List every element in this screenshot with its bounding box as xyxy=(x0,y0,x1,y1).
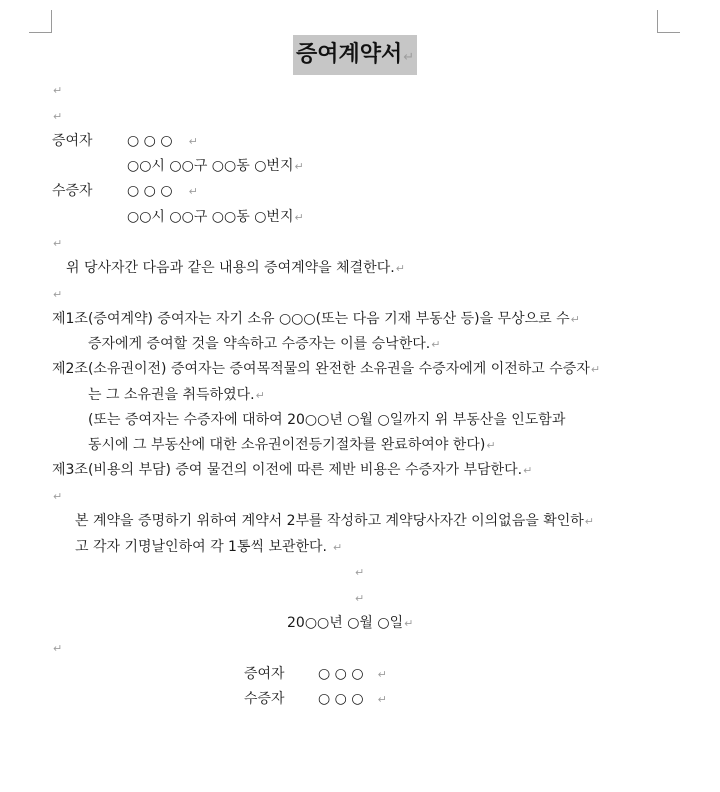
signature-name-donee: ○ ○ ○ ↵ xyxy=(318,691,387,707)
article-2-line-3: (또는 증여자는 수증자에 대하여 20○○년 ○월 ○일까지 위 부동산을 인도함과 xyxy=(88,412,566,428)
paragraph-mark-icon: ↵ xyxy=(333,541,343,554)
paragraph-mark-icon: ↵ xyxy=(404,617,414,630)
paragraph-mark-icon: ↵ xyxy=(53,288,63,301)
empty-paragraph xyxy=(52,639,62,658)
paragraph-mark-icon: ↵ xyxy=(53,490,63,503)
paragraph-mark-icon: ↵ xyxy=(377,668,387,681)
paragraph-mark-icon: ↵ xyxy=(294,160,304,173)
paragraph-mark-icon: ↵ xyxy=(431,338,441,351)
paragraph-mark-icon: ↵ xyxy=(395,262,405,275)
paragraph-mark-icon: ↵ xyxy=(486,439,496,452)
closing-line-2: 고 각자 기명날인하여 각 1통씩 보관한다. ↵ xyxy=(75,539,343,555)
signature-label-donor: 증여자 xyxy=(244,666,285,682)
donor-name: ○ ○ ○ ↵ xyxy=(127,133,198,149)
article-3-line-1: 제3조(비용의 부담) 증여 물건의 이전에 따른 제반 비용은 수증자가 부담한다.↵ xyxy=(52,462,533,478)
paragraph-mark-icon: ↵ xyxy=(188,185,198,198)
donee-address: ○○시 ○○구 ○○동 ○번지↵ xyxy=(127,209,304,225)
donor-label: 증여자 xyxy=(52,133,93,149)
donee-label: 수증자 xyxy=(52,183,93,199)
closing-line-1: 본 계약을 증명하기 위하여 계약서 2부를 작성하고 계약당사자간 이의없음을 확인하↵ xyxy=(75,513,594,529)
contract-date: 20○○년 ○월 ○일↵ xyxy=(287,615,414,631)
paragraph-mark-icon: ↵ xyxy=(570,313,580,326)
empty-paragraph xyxy=(52,285,62,304)
crop-mark-top-left xyxy=(29,10,52,33)
paragraph-mark-icon: ↵ xyxy=(355,566,365,579)
paragraph-mark-icon: ↵ xyxy=(403,50,415,65)
title-text: 증여계약서 xyxy=(296,42,403,67)
article-2-line-1: 제2조(소유권이전) 증여자는 증여목적물의 완전한 소유권을 수증자에게 이전하고 수증자↵ xyxy=(52,361,601,377)
article-1-line-2: 증자에게 증여할 것을 약속하고 수증자는 이를 승낙한다.↵ xyxy=(88,336,441,352)
signature-label-donee: 수증자 xyxy=(244,691,285,707)
paragraph-mark-icon: ↵ xyxy=(53,642,63,655)
empty-paragraph xyxy=(354,589,364,608)
empty-paragraph xyxy=(52,234,62,253)
article-1-line-1: 제1조(증여계약) 증여자는 자기 소유 ○○○(또는 다음 기재 부동산 등)을 무상으로 수↵ xyxy=(52,311,580,327)
paragraph-mark-icon: ↵ xyxy=(255,389,265,402)
document-title[interactable] xyxy=(293,35,417,75)
article-2-line-2: 는 그 소유권을 취득하였다.↵ xyxy=(88,387,265,403)
paragraph-mark-icon: ↵ xyxy=(294,211,304,224)
paragraph-mark-icon: ↵ xyxy=(53,84,63,97)
empty-paragraph xyxy=(354,563,364,582)
paragraph-mark-icon: ↵ xyxy=(53,110,63,123)
empty-paragraph xyxy=(52,107,62,126)
empty-paragraph xyxy=(52,487,62,506)
paragraph-mark-icon: ↵ xyxy=(355,592,365,605)
paragraph-mark-icon: ↵ xyxy=(377,693,387,706)
paragraph-mark-icon: ↵ xyxy=(53,237,63,250)
paragraph-mark-icon: ↵ xyxy=(523,464,533,477)
article-2-line-4: 동시에 그 부동산에 대한 소유권이전등기절차를 완료하여야 한다)↵ xyxy=(88,437,496,453)
empty-paragraph xyxy=(52,81,62,100)
signature-name-donor: ○ ○ ○ ↵ xyxy=(318,666,387,682)
paragraph-mark-icon: ↵ xyxy=(584,515,594,528)
crop-mark-top-right xyxy=(657,10,680,33)
paragraph-mark-icon: ↵ xyxy=(188,135,198,148)
intro-sentence: 위 당사자간 다음과 같은 내용의 증여계약을 체결한다.↵ xyxy=(66,260,405,276)
donor-address: ○○시 ○○구 ○○동 ○번지↵ xyxy=(127,158,304,174)
donee-name: ○ ○ ○ ↵ xyxy=(127,183,198,199)
paragraph-mark-icon: ↵ xyxy=(590,363,601,376)
